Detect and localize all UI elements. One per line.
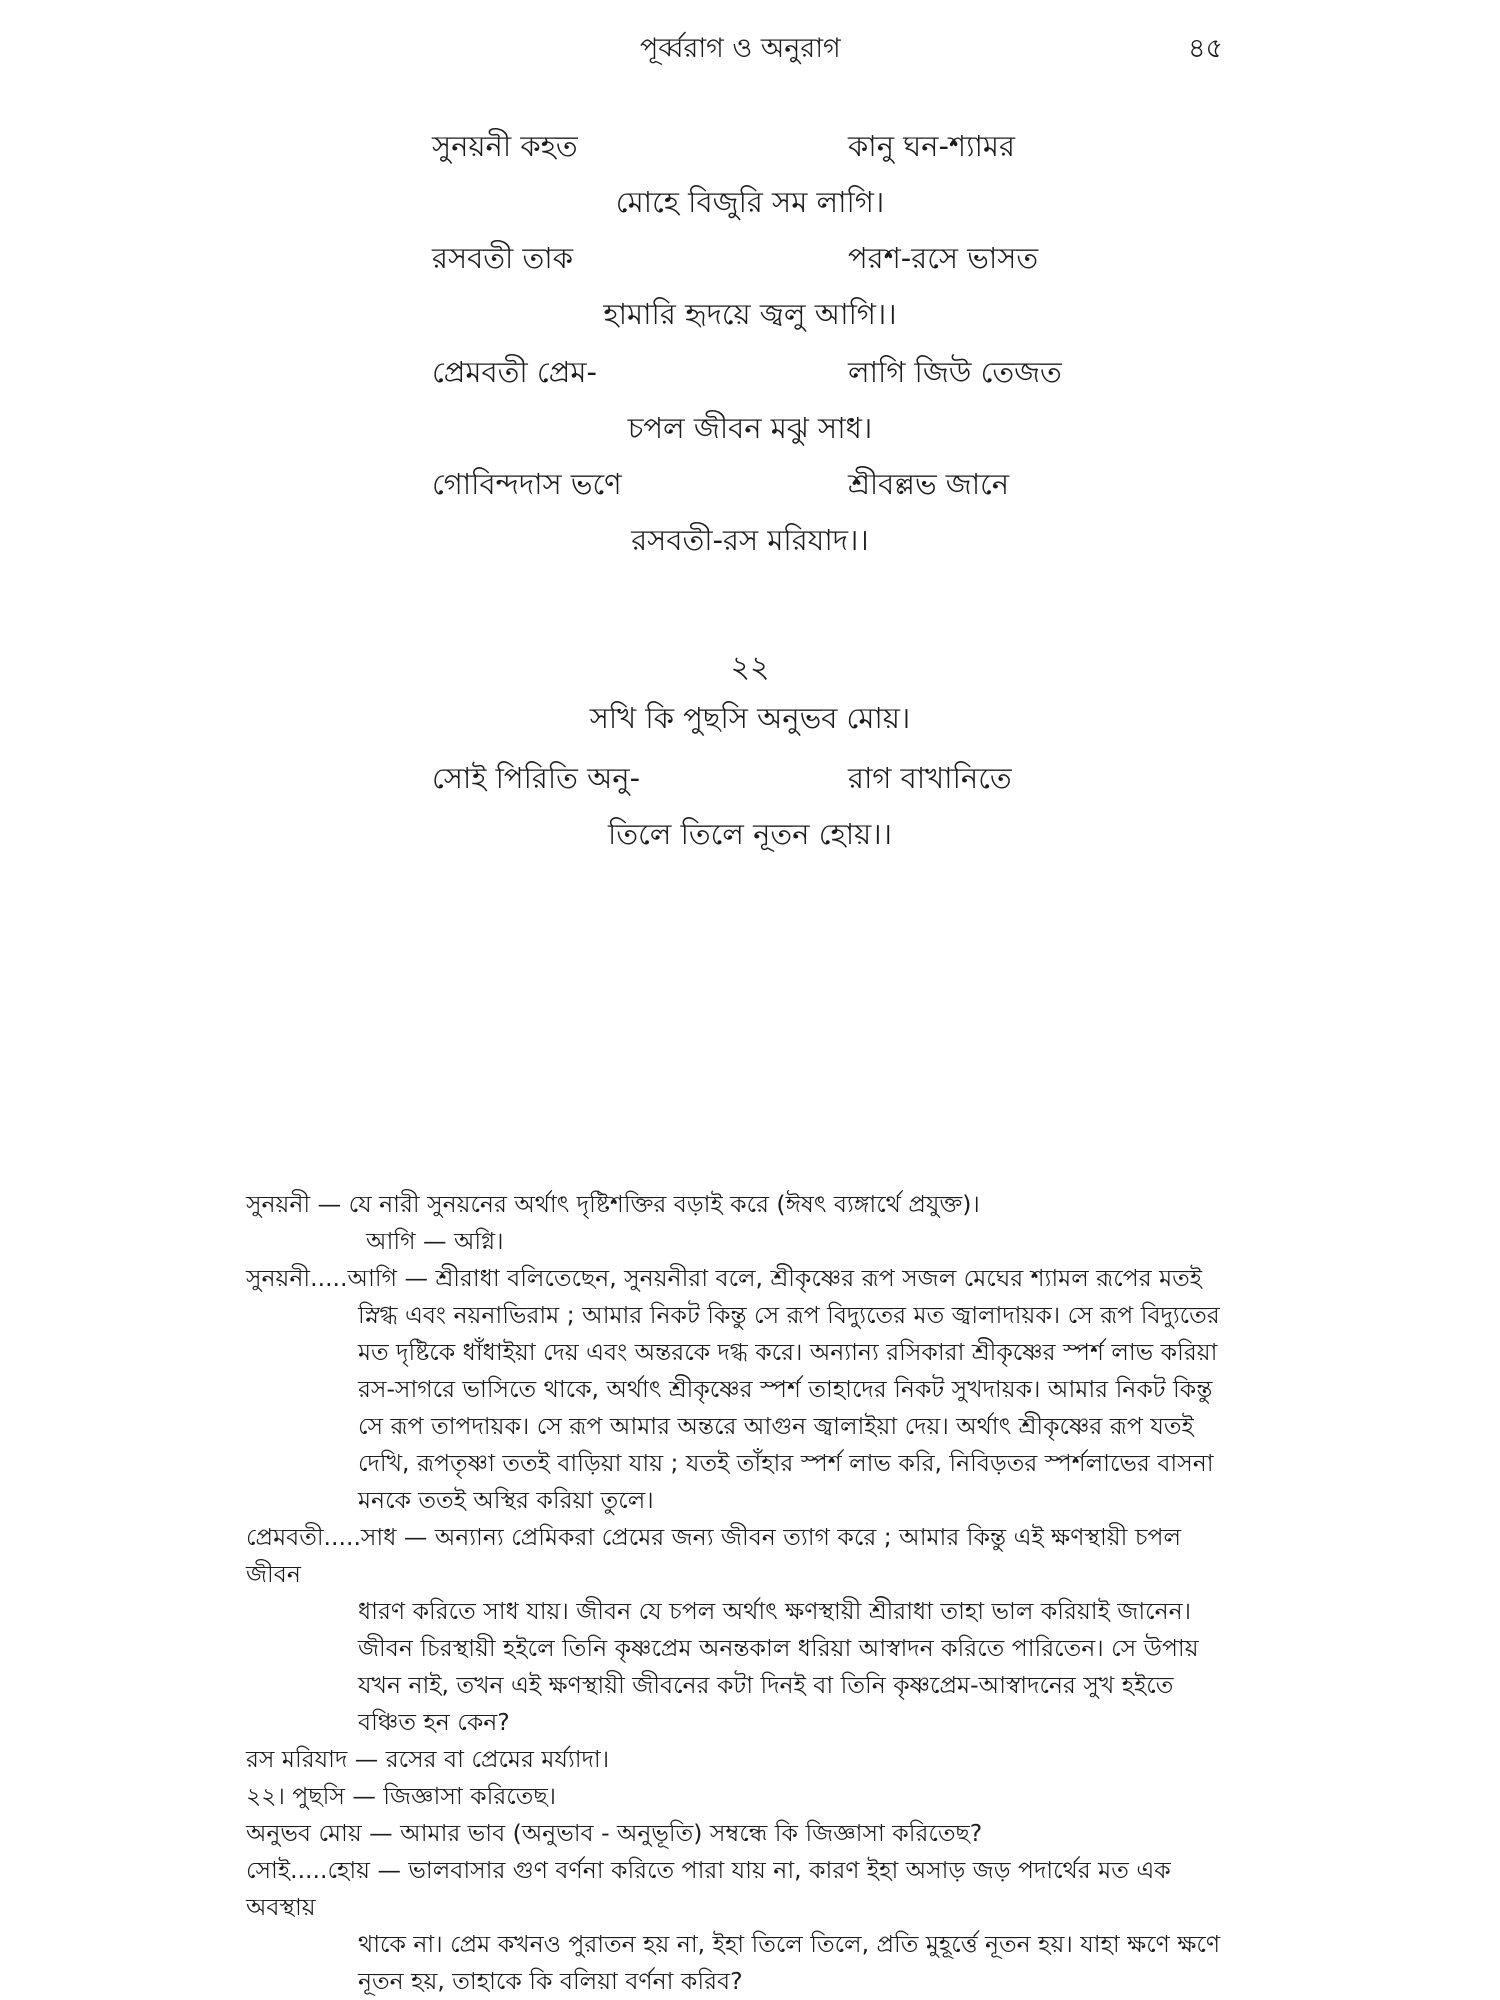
running-title: পূর্ব্বরাগ ও অনুরাগ <box>640 33 841 64</box>
note-3-cont: যখন নাই, তখন এই ক্ষণস্থায়ী জীবনের কটা দিনই বা তিনি কৃষ্ণপ্রেম-আস্বাদনের সুখ হইতে <box>358 1671 1174 1699</box>
note-1 <box>246 1186 1226 1260</box>
footnotes <box>246 1186 1226 2000</box>
poem22-line-2b: রাগ বাখানিতে <box>848 761 1012 795</box>
note-2-cont: রস-সাগরে ভাসিতে থাকে, অর্থাৎ শ্রীকৃষ্ণের স্পর্শ তাহাদের নিকট সুখদায়ক। আমার নিকট কিন্তু <box>358 1375 1213 1403</box>
note-2: সুনয়নী.....আগি — শ্রীরাধা বলিতেছেন, সুনয়নীরা বলে, শ্রীকৃষ্ণের রূপ সজল মেঘের শ্যামল রূপের মতই <box>246 1264 1202 1292</box>
verse-line-5b: লাগি জিউ তেজত <box>848 355 1062 389</box>
verse-line-7a: গোবিন্দদাস ভণে <box>432 467 622 501</box>
verse-line-3a: রসবতী তাক <box>432 241 573 275</box>
note-2-cont: সে রূপ তাপদায়ক। সে রূপ আমার অন্তরে আগুন জ্বালাইয়া দেয়। অর্থাৎ শ্রীকৃষ্ণের রূপ যতই <box>358 1412 1194 1440</box>
note-1-text: সুনয়নী — যে নারী সুনয়নের অর্থাৎ দৃষ্টিশক্তির বড়াই করে (ঈষৎ ব্যঙ্গার্থে প্রযুক্ত)। <box>246 1190 980 1218</box>
verse-line-7b: শ্রীবল্লভ জানে <box>848 467 1010 501</box>
note-3-cont: ধারণ করিতে সাধ যায়। জীবন যে চপল অর্থাৎ ক্ষণস্থায়ী শ্রীরাধা তাহা ভাল করিয়াই জানেন। <box>358 1597 1192 1625</box>
poem22-line-1: সখি কি পুছসি অনুভব মোয়। <box>589 701 911 735</box>
note-4: রস মরিযাদ — রসের বা প্রেমের মর্য্যাদা। <box>246 1745 610 1773</box>
verse-line-3b: পরশ-রসে ভাসত <box>848 241 1039 275</box>
note-5: ২২। পুছসি — জিজ্ঞাসা করিতেছ। <box>246 1782 556 1810</box>
verse-line-1b: কানু ঘন-শ্যামর <box>848 129 1015 163</box>
verse-line-1a: সুনয়নী কহত <box>432 129 578 163</box>
poem-number: ২২ <box>730 650 770 685</box>
note-1b-text: আগি — অগ্নি। <box>366 1227 504 1255</box>
note-7: সোই.....হোয় — ভালবাসার গুণ বর্ণনা করিতে পারা যায় না, কারণ ইহা অসাড় জড় পদার্থের মত এক অবস্থায় <box>246 1856 1171 1921</box>
note-6: অনুভব মোয় — আমার ভাব (অনুভাব - অনুভূতি) সম্বন্ধে কি জিজ্ঞাসা করিতেছ? <box>246 1819 983 1847</box>
note-3: প্রেমবতী.....সাধ — অন্যান্য প্রেমিকরা প্রেমের জন্য জীবন ত্যাগ করে ; আমার কিন্তু এই ক্ষণস্থায়ী চপল জীবন <box>246 1523 1181 1588</box>
note-2-cont: স্নিগ্ধ এবং নয়নাভিরাম ; আমার নিকট কিন্তু সে রূপ বিদ্যুতের মত জ্বালাদায়ক। সে রূপ বিদ্যুতের <box>358 1301 1220 1329</box>
note-7-cont: থাকে না। প্রেম কখনও পুরাতন হয় না, ইহা তিলে তিলে, প্রতি মুহূর্ত্তে নূতন হয়। যাহা ক্ষণে ক্ষণে <box>358 1930 1221 1958</box>
poem22-line-2a: সোই পিরিতি অনু- <box>432 761 641 795</box>
note-2-cont: মনকে ততই অস্থির করিয়া তুলে। <box>358 1486 654 1514</box>
note-2-cont: মত দৃষ্টিকে ধাঁধাইয়া দেয় এবং অন্তরকে দগ্ধ করে। অন্যান্য রসিকারা শ্রীকৃষ্ণের স্পর্শ লাভ করিয়া <box>358 1338 1218 1366</box>
note-2-cont: দেখি, রূপতৃষ্ণা ততই বাড়িয়া যায় ; যতই তাঁহার স্পর্শ লাভ করি, নিবিড়তর স্পর্শলাভের বাসনা <box>358 1449 1214 1477</box>
verse-line-5a: প্রেমবতী প্রেম- <box>432 355 597 389</box>
note-3-cont: জীবন চিরস্থায়ী হইলে তিনি কৃষ্ণপ্রেম অনন্তকাল ধরিয়া আস্বাদন করিতে পারিতেন। সে উপায় <box>358 1634 1199 1662</box>
verse-line-8: রসবতী-রস মরিযাদ।। <box>631 523 869 557</box>
note-7-cont: নূতন হয়, তাহাকে কি বলিয়া বর্ণনা করিব? <box>358 1967 743 1995</box>
poem22-line-3: তিলে তিলে নূতন হোয়।। <box>608 817 892 851</box>
verse-line-4: হামারি হৃদয়ে জ্বলু আগি।। <box>603 297 897 331</box>
verse-line-6: চপল জীবন মঝু সাধ। <box>627 411 873 445</box>
page-number: ৪৫ <box>1188 33 1224 64</box>
verse-line-2: মোহে বিজুরি সম লাগি। <box>615 185 885 219</box>
note-3-cont: বঞ্চিত হন কেন? <box>358 1708 510 1736</box>
